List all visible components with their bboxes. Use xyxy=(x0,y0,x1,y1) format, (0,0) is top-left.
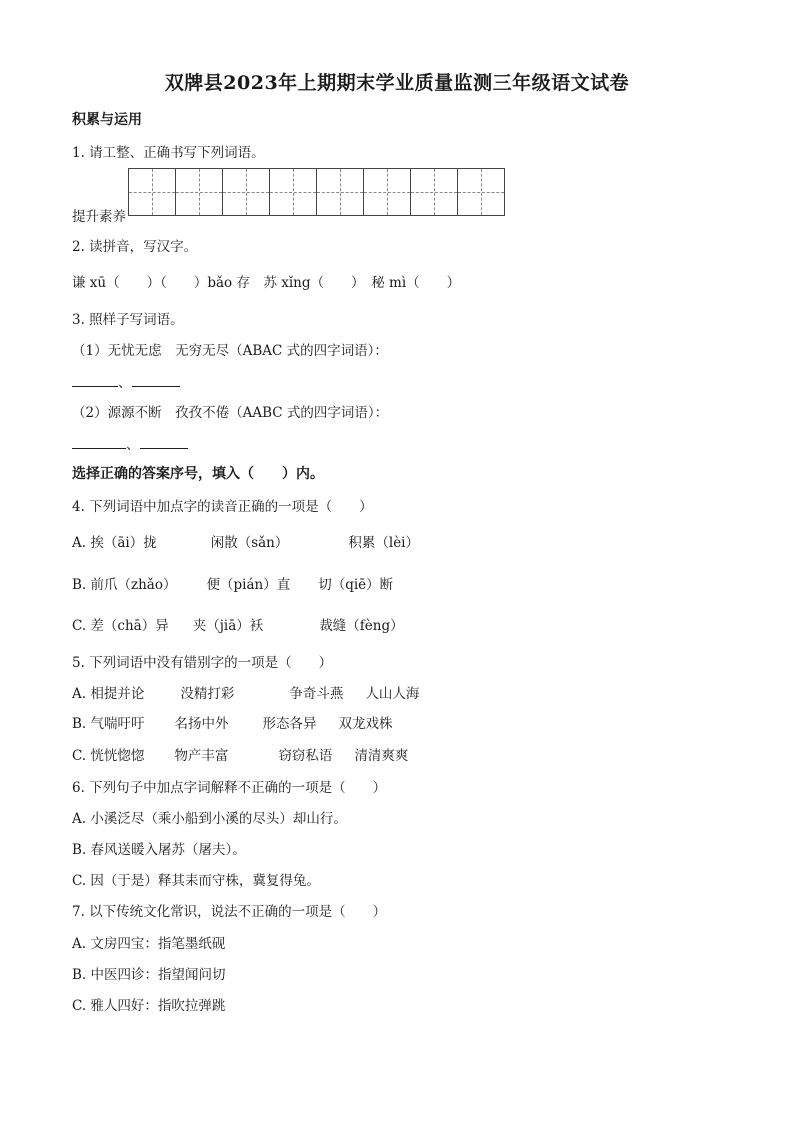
option-label: C. 恍恍惚惚 xyxy=(72,748,145,764)
grid-cell[interactable] xyxy=(269,168,317,216)
option-label: B. 前爪（zhǎo） xyxy=(72,577,177,593)
grid-cell[interactable] xyxy=(222,168,270,216)
grid-cell[interactable] xyxy=(128,168,176,216)
option-word: 便（pián）直 xyxy=(206,577,291,593)
separator: 、 xyxy=(118,375,132,391)
option-word: 物产丰富 xyxy=(174,748,229,764)
question-6-option-b[interactable]: B. 春风送暖入屠苏（屠夫）。 xyxy=(72,842,246,858)
question-5-option-b[interactable] xyxy=(72,712,393,732)
question-4-option-a[interactable] xyxy=(72,531,419,551)
question-5-option-a[interactable] xyxy=(72,682,419,702)
question-5-option-c[interactable] xyxy=(72,744,408,764)
grid-cell[interactable] xyxy=(316,168,364,216)
section-heading-accumulation: 积累与运用 xyxy=(72,112,142,128)
option-label: A. 挨（āi）拢 xyxy=(72,535,157,551)
separator: 、 xyxy=(126,437,140,453)
option-label: A. 相提并论 xyxy=(72,686,145,702)
option-word: 闲散（sǎn） xyxy=(210,535,289,551)
option-word: 人山人海 xyxy=(365,686,420,702)
option-word: 争奇斗燕 xyxy=(289,686,344,702)
question-7-stem: 7. 以下传统文化常识，说法不正确的一项是（ ） xyxy=(72,904,387,920)
question-2-line: 谦 xū（ ）（ ）bǎo 存 苏 xǐng（ ） 秘 mì（ ） xyxy=(72,275,461,291)
question-6-stem: 6. 下列句子中加点字词解释不正确的一项是（ ） xyxy=(72,780,387,796)
question-1-stem: 1. 请工整、正确书写下列词语。 xyxy=(72,145,265,161)
question-4-option-c[interactable] xyxy=(72,614,404,634)
grid-cell[interactable] xyxy=(363,168,411,216)
exam-title: 双牌县2023年上期期末学业质量监测三年级语文试卷 xyxy=(164,72,630,94)
question-6-option-c[interactable]: C. 因（于是）释其耒而守株，冀复得兔。 xyxy=(72,873,320,889)
option-word: 没精打彩 xyxy=(180,686,235,702)
option-word: 夹（jiā）袄 xyxy=(192,618,264,634)
answer-blank[interactable] xyxy=(132,374,180,387)
question-5-stem: 5. 下列词语中没有错别字的一项是（ ） xyxy=(72,655,333,671)
option-word: 切（qiē）断 xyxy=(318,577,394,593)
question-3-answer-2[interactable] xyxy=(72,433,188,453)
answer-blank[interactable] xyxy=(72,374,118,387)
grid-cell[interactable] xyxy=(457,168,505,216)
option-word: 双龙戏株 xyxy=(338,716,393,732)
writing-grid[interactable] xyxy=(128,168,505,216)
question-3-part-1: （1）无忧无虑 无穷无尽（ABAC 式的四字词语）： xyxy=(72,343,388,359)
question-6-option-a[interactable]: A. 小溪泛尽（乘小船到小溪的尽头）却山行。 xyxy=(72,811,347,827)
option-word: 窃窃私语 xyxy=(278,748,333,764)
question-1-word: 提升素养 xyxy=(72,209,126,225)
question-3-stem: 3. 照样子写词语。 xyxy=(72,312,184,328)
question-7-option-b[interactable]: B. 中医四诊：指望闻问切 xyxy=(72,967,226,983)
option-label: C. 差（chā）异 xyxy=(72,618,169,634)
question-4-option-b[interactable] xyxy=(72,573,393,593)
question-3-answer-1[interactable] xyxy=(72,371,180,391)
question-7-option-a[interactable]: A. 文房四宝：指笔墨纸砚 xyxy=(72,936,226,952)
grid-cell[interactable] xyxy=(175,168,223,216)
answer-blank[interactable] xyxy=(140,436,188,449)
question-3-part-2: （2）源源不断 孜孜不倦（AABC 式的四字词语）： xyxy=(72,405,389,421)
option-word: 名扬中外 xyxy=(174,716,229,732)
answer-blank[interactable] xyxy=(72,436,126,449)
question-4-stem: 4. 下列词语中加点字的读音正确的一项是（ ） xyxy=(72,499,373,515)
question-2-stem: 2. 读拼音，写汉字。 xyxy=(72,239,198,255)
option-word: 积累（lèi） xyxy=(348,535,419,551)
section-heading-choice: 选择正确的答案序号，填入（ ）内。 xyxy=(72,466,324,482)
option-label: B. 气喘吁吁 xyxy=(72,716,145,732)
grid-cell[interactable] xyxy=(410,168,458,216)
option-word: 裁缝（fèng） xyxy=(319,618,404,634)
question-7-option-c[interactable]: C. 雅人四好：指吹拉弹跳 xyxy=(72,998,226,1014)
option-word: 形态各异 xyxy=(262,716,317,732)
option-word: 清清爽爽 xyxy=(354,748,409,764)
